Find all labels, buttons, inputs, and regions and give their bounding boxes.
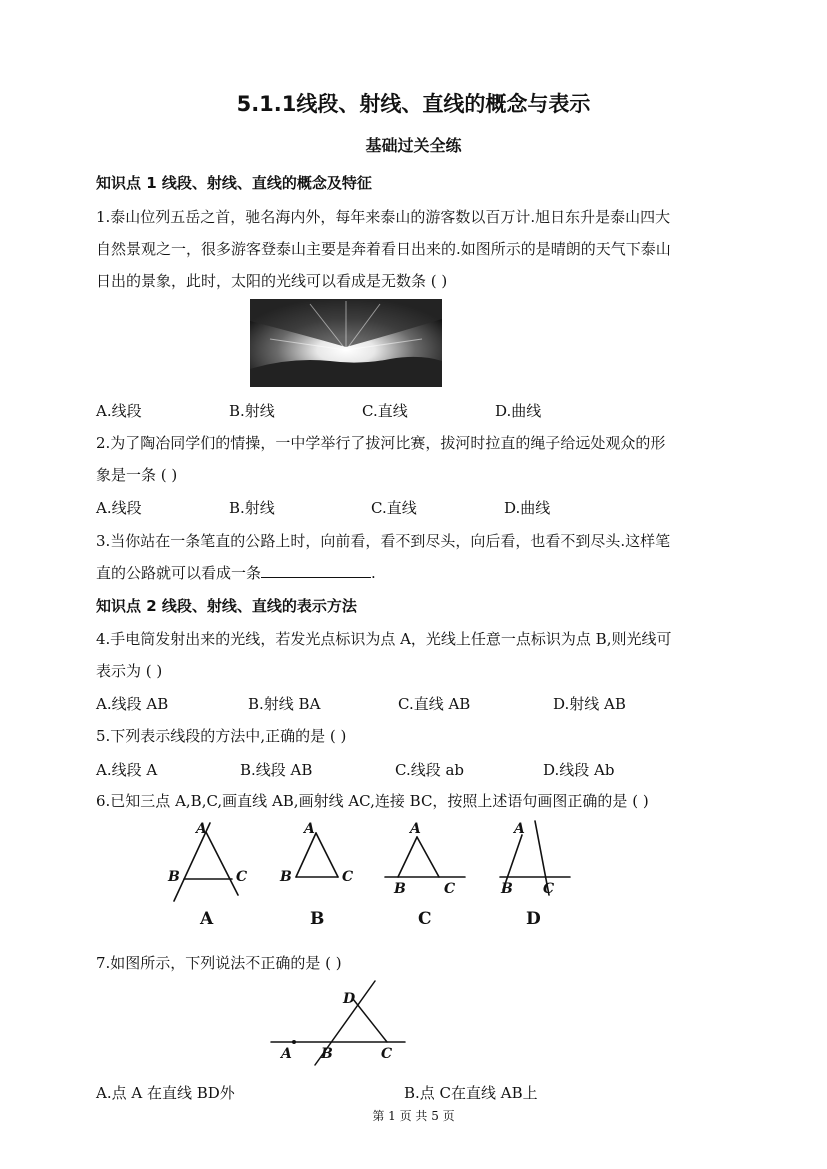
q1-option-d: D.曲线 bbox=[495, 402, 542, 420]
q6-caption-d: D bbox=[526, 909, 541, 929]
q2-option-c: C.直线 bbox=[371, 499, 417, 517]
q5-option-a: A.线段 A bbox=[96, 761, 158, 779]
q4-line-2: 表示为 ( ) bbox=[96, 662, 163, 680]
q7-option-a: A.点 A 在直线 BD外 bbox=[96, 1084, 235, 1102]
q2-option-b: B.射线 bbox=[229, 499, 275, 517]
q2-option-d: D.曲线 bbox=[504, 499, 551, 517]
q2-option-a: A.线段 bbox=[96, 499, 142, 517]
q4-option-b: B.射线 BA bbox=[248, 695, 321, 713]
q6-fig-a-label-b: B bbox=[168, 869, 180, 885]
q6-fig-c-label-b: B bbox=[394, 881, 406, 897]
q3-line-2-text: 直的公路就可以看成一条 bbox=[96, 564, 262, 582]
q6-caption-c: C bbox=[418, 909, 432, 929]
q7-label-c: C bbox=[381, 1046, 393, 1062]
q6-figure-c bbox=[385, 837, 465, 877]
q1-line-2: 自然景观之一，很多游客登泰山主要是奔着看日出来的.如图所示的是晴朗的天气下泰山 bbox=[96, 240, 671, 258]
q6-fig-c-label-a: A bbox=[410, 821, 421, 837]
q6-fig-b-label-b: B bbox=[280, 869, 292, 885]
q2-line-1: 2.为了陶冶同学们的情操，一中学举行了拔河比赛，拔河时拉直的绳子给远处观众的形 bbox=[96, 434, 666, 452]
q6-fig-d-label-c: C bbox=[543, 881, 555, 897]
q5-option-b: B.线段 AB bbox=[240, 761, 313, 779]
q4-option-d: D.射线 AB bbox=[553, 695, 626, 713]
q4-line-1: 4.手电筒发射出来的光线，若发光点标识为点 A，光线上任意一点标识为点 B,则光线可 bbox=[96, 630, 672, 648]
section-heading-2: 知识点 2 线段、射线、直线的表示方法 bbox=[96, 597, 357, 615]
page-title: 5.1.1线段、射线、直线的概念与表示 bbox=[236, 92, 591, 116]
q5-option-c: C.线段 ab bbox=[395, 761, 465, 779]
q6-caption-b: B bbox=[310, 909, 325, 929]
q1-option-b: B.射线 bbox=[229, 402, 275, 420]
q6-fig-b-label-a: A bbox=[304, 821, 315, 837]
q7-label-a: A bbox=[281, 1046, 292, 1062]
q4-option-c: C.直线 AB bbox=[398, 695, 471, 713]
q7-label-d: D bbox=[343, 991, 356, 1007]
q6-fig-d-label-a: A bbox=[514, 821, 525, 837]
q7-line-1: 7.如图所示，下列说法不正确的是 ( ) bbox=[96, 954, 342, 972]
q6-caption-a: A bbox=[200, 909, 214, 929]
q6-fig-a-label-a: A bbox=[196, 821, 207, 837]
page-footer: 第 1 页 共 5 页 bbox=[372, 1109, 455, 1123]
q5-option-d: D.线段 Ab bbox=[543, 761, 615, 779]
q2-line-2: 象是一条 ( ) bbox=[96, 466, 178, 484]
q1-option-c: C.直线 bbox=[362, 402, 408, 420]
q5-line-1: 5.下列表示线段的方法中,正确的是 ( ) bbox=[96, 727, 347, 745]
sunrise-photo bbox=[250, 299, 442, 387]
q3-line-2 bbox=[96, 562, 376, 583]
q3-line-1: 3.当你站在一条笔直的公路上时，向前看，看不到尽头，向后看，也看不到尽头.这样笔 bbox=[96, 532, 671, 550]
q4-option-a: A.线段 AB bbox=[96, 695, 169, 713]
q6-figures bbox=[160, 815, 590, 930]
q1-line-1: 1.泰山位列五岳之首，驰名海内外，每年来泰山的游客数以百万计.旭日东升是泰山四大 bbox=[96, 208, 671, 226]
q6-fig-d-label-b: B bbox=[501, 881, 513, 897]
q7-label-b: B bbox=[321, 1046, 333, 1062]
q6-line-1: 6.已知三点 A,B,C,画直线 AB,画射线 AC,连接 BC，按照上述语句画图正确的是 ( ) bbox=[96, 792, 649, 810]
q1-line-3: 日出的景象，此时，太阳的光线可以看成是无数条 ( ) bbox=[96, 272, 448, 290]
q3-line-2-end: . bbox=[371, 564, 376, 582]
answer-blank bbox=[261, 563, 371, 578]
q6-fig-b-label-c: C bbox=[342, 869, 354, 885]
q6-figure-b bbox=[296, 833, 338, 877]
page-subtitle: 基础过关全练 bbox=[365, 136, 462, 155]
q7-option-b: B.点 C在直线 AB上 bbox=[404, 1084, 538, 1102]
q7-figure bbox=[265, 975, 415, 1070]
section-heading-1: 知识点 1 线段、射线、直线的概念及特征 bbox=[96, 174, 372, 192]
q1-option-a: A.线段 bbox=[96, 402, 142, 420]
q6-fig-c-label-c: C bbox=[444, 881, 456, 897]
q6-fig-a-label-c: C bbox=[236, 869, 248, 885]
